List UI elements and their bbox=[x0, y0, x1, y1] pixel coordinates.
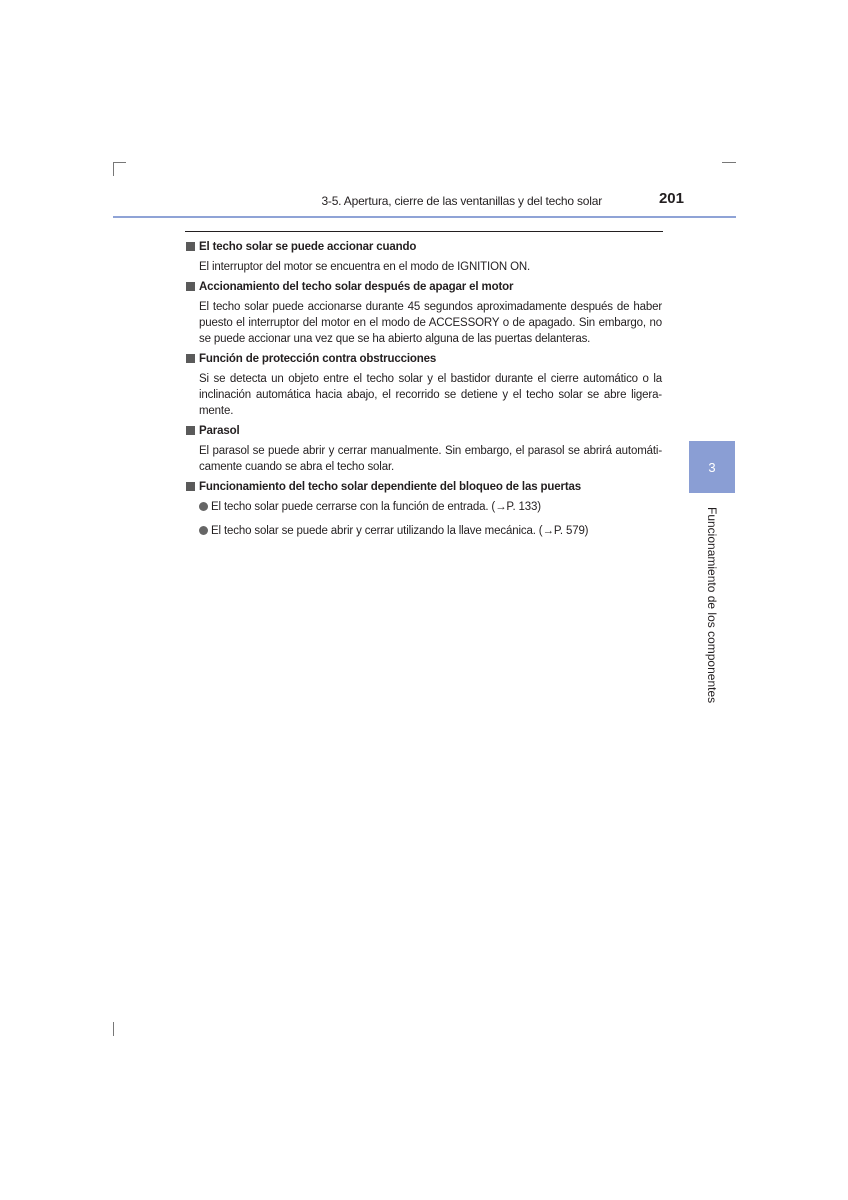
list-item: El techo solar se puede abrir y cerrar utilizando la llave mecánica. (→P. 579) bbox=[199, 523, 662, 539]
square-bullet-icon bbox=[186, 242, 195, 251]
section-paragraph: El techo solar puede accionarse durante 45 segundos aproximadamente después de haber puesto el interruptor del motor en el modo de ACCESSORY o de apagado. Sin embargo, no se puede accionar una vez que se ha abierto alguna de las puertas delanteras. bbox=[199, 301, 662, 345]
section-heading: El techo solar se puede accionar cuando bbox=[186, 239, 662, 255]
square-bullet-icon bbox=[186, 354, 195, 363]
section-heading: Función de protección contra obstrucciones bbox=[186, 351, 662, 367]
round-bullet-icon bbox=[199, 502, 208, 511]
round-bullet-icon bbox=[199, 526, 208, 535]
page-number: 201 bbox=[658, 190, 684, 207]
square-bullet-icon bbox=[186, 282, 195, 291]
crop-mark-top-left-horizontal bbox=[113, 162, 126, 163]
crop-mark-top-left-vertical bbox=[113, 162, 114, 176]
chapter-number: 3 bbox=[708, 459, 716, 475]
section-sunshade bbox=[186, 423, 662, 475]
chapter-tab bbox=[689, 441, 735, 493]
section-heading: Parasol bbox=[186, 423, 662, 439]
square-bullet-icon bbox=[186, 426, 195, 435]
section-operating-condition bbox=[186, 239, 662, 275]
section-heading: Accionamiento del techo solar después de apagar el motor bbox=[186, 279, 662, 295]
content-top-rule bbox=[185, 231, 663, 232]
running-header-title: 3-5. Apertura, cierre de las ventanillas y del techo solar bbox=[321, 194, 602, 208]
list-item: El techo solar puede cerrarse con la función de entrada. (→P. 133) bbox=[199, 499, 662, 515]
header-rule bbox=[113, 216, 736, 218]
page-content bbox=[186, 239, 662, 547]
section-after-engine-off bbox=[186, 279, 662, 347]
section-paragraph: El parasol se puede abrir y cerrar manualmente. Sin embargo, el parasol se abrirá automáti-camente cuando se abra el techo solar. bbox=[199, 445, 662, 473]
section-jam-protection bbox=[186, 351, 662, 419]
section-paragraph: El interruptor del motor se encuentra en el modo de IGNITION ON. bbox=[199, 261, 531, 273]
crop-mark-top-right bbox=[722, 162, 736, 163]
section-paragraph: Si se detecta un objeto entre el techo solar y el bastidor durante el cierre automático o la inclinación automática hacia abajo, el recorrido se detiene y el techo solar se abre ligera-mente. bbox=[199, 373, 662, 417]
crop-mark-bottom-left bbox=[113, 1022, 114, 1036]
section-door-lock-linked bbox=[186, 479, 662, 539]
square-bullet-icon bbox=[186, 482, 195, 491]
section-heading: Funcionamiento del techo solar dependiente del bloqueo de las puertas bbox=[186, 479, 662, 495]
chapter-side-label: Funcionamiento de los componentes bbox=[705, 507, 719, 704]
